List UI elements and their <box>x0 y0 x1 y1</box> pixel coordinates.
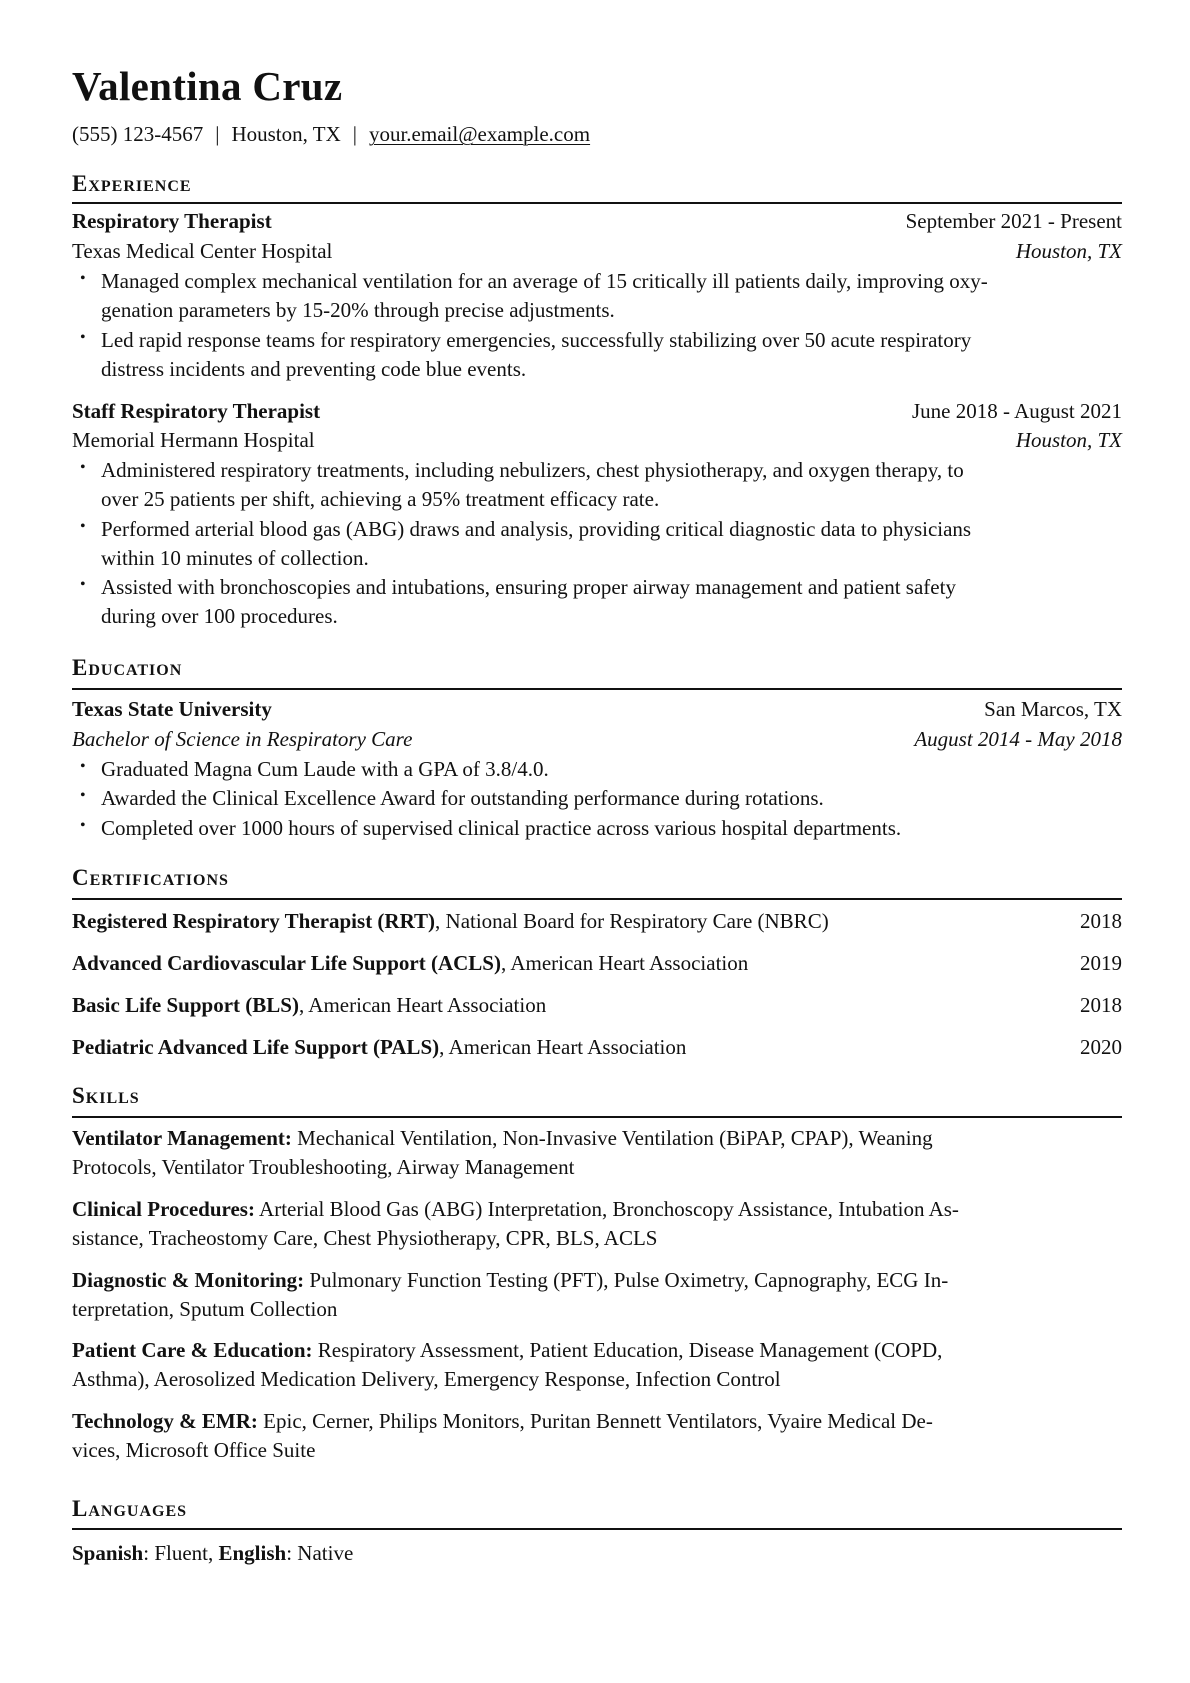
skill-label: Patient Care & Education: <box>72 1338 313 1362</box>
cert-issuer: , National Board for Respiratory Care (NBRC) <box>435 909 829 933</box>
school-name: Texas State University <box>72 697 272 721</box>
cert-year: 2018 <box>1080 993 1122 1017</box>
job-title: Respiratory Therapist <box>72 209 272 233</box>
education-dates: August 2014 - May 2018 <box>914 727 1122 751</box>
language-name: English <box>218 1541 287 1565</box>
cert-name: Registered Respiratory Therapist (RRT) <box>72 909 436 933</box>
job-subheader <box>72 241 1122 262</box>
certification-row <box>72 1037 1122 1058</box>
school-location: San Marcos, TX <box>984 697 1122 721</box>
section-title-languages: Languages <box>72 1496 188 1521</box>
bullet-icon: • <box>80 329 86 346</box>
email-link[interactable]: your.email@example.com <box>368 122 591 146</box>
contact-line <box>72 124 1122 145</box>
skill-group: Ventilator Management: Mechanical Ventilation, Non-Invasive Ventilation (BiPAP, CPAP), Weaning <box>72 1126 933 1150</box>
language-level: : Native <box>286 1541 354 1565</box>
languages-line <box>72 1543 1122 1564</box>
job-subheader <box>72 430 1122 451</box>
language-level: : Fluent, <box>143 1541 219 1565</box>
bullet-icon: • <box>80 518 86 535</box>
certification-row <box>72 995 1122 1016</box>
skill-group: Technology & EMR: Epic, Cerner, Philips Monitors, Puritan Bennett Ventilators, Vyaire Medical De- <box>72 1409 933 1433</box>
education-header <box>72 699 1122 720</box>
skill-group-continuation: terpretation, Sputum Collection <box>72 1297 338 1321</box>
section-divider <box>72 1528 1122 1530</box>
cert-year: 2019 <box>1080 951 1122 975</box>
job-header <box>72 211 1122 232</box>
cert-name: Pediatric Advanced Life Support (PALS) <box>72 1035 440 1059</box>
section-divider <box>72 1116 1122 1118</box>
separator: | <box>215 122 220 146</box>
bullet-icon: • <box>80 270 86 287</box>
section-title-experience: Experience <box>72 171 192 196</box>
cert-year: 2020 <box>1080 1035 1122 1059</box>
section-title-education: Education <box>72 655 183 680</box>
cert-issuer: , American Heart Association <box>298 993 547 1017</box>
bullet-icon: • <box>80 576 86 593</box>
skill-label: Ventilator Management: <box>72 1126 292 1150</box>
education-subheader <box>72 729 1122 750</box>
skill-group: Clinical Procedures: Arterial Blood Gas (ABG) Interpretation, Bronchoscopy Assistance, Intubation As- <box>72 1197 959 1221</box>
job-dates: June 2018 - August 2021 <box>912 399 1122 423</box>
job-title: Staff Respiratory Therapist <box>72 399 321 423</box>
bullet-icon: • <box>80 459 86 476</box>
job-dates: September 2021 - Present <box>905 209 1122 233</box>
skill-label: Technology & EMR: <box>72 1409 258 1433</box>
skill-group-continuation: Asthma), Aerosolized Medication Delivery, Emergency Response, Infection Control <box>72 1367 781 1391</box>
separator: | <box>352 122 357 146</box>
cert-name: Advanced Cardiovascular Life Support (ACLS) <box>72 951 501 975</box>
skill-label: Clinical Procedures: <box>72 1197 255 1221</box>
degree: Bachelor of Science in Respiratory Care <box>72 727 413 751</box>
skill-group: Diagnostic & Monitoring: Pulmonary Function Testing (PFT), Pulse Oximetry, Capnography, ECG In- <box>72 1268 949 1292</box>
cert-issuer: , American Heart Association <box>439 1035 687 1059</box>
certification-row <box>72 911 1122 932</box>
skill-group: Patient Care & Education: Respiratory Assessment, Patient Education, Disease Management (COPD, <box>72 1338 943 1362</box>
phone: (555) 123-4567 <box>72 122 204 146</box>
cert-issuer: , American Heart Association <box>500 951 749 975</box>
section-divider <box>72 688 1122 690</box>
cert-name: Basic Life Support (BLS) <box>72 993 299 1017</box>
section-title-skills: Skills <box>72 1083 140 1108</box>
bullet-icon: • <box>80 787 86 804</box>
bullet-icon: • <box>80 817 86 834</box>
job-company: Memorial Hermann Hospital <box>72 428 315 452</box>
skill-label: Diagnostic & Monitoring: <box>72 1268 305 1292</box>
job-location: Houston, TX <box>1015 428 1122 452</box>
skill-group-continuation: Protocols, Ventilator Troubleshooting, Airway Management <box>72 1155 575 1179</box>
skill-group-continuation: vices, Microsoft Office Suite <box>72 1438 316 1462</box>
job-location: Houston, TX <box>1015 239 1122 263</box>
job-company: Texas Medical Center Hospital <box>72 239 333 263</box>
section-divider <box>72 202 1122 204</box>
section-divider <box>72 898 1122 900</box>
skill-group-continuation: sistance, Tracheostomy Care, Chest Physiotherapy, CPR, BLS, ACLS <box>72 1226 658 1250</box>
cert-year: 2018 <box>1080 909 1122 933</box>
location: Houston, TX <box>231 122 341 146</box>
certification-row <box>72 953 1122 974</box>
language-name: Spanish <box>72 1541 144 1565</box>
section-title-certifications: Certifications <box>72 865 229 890</box>
bullet-icon: • <box>80 758 86 775</box>
candidate-name: Valentina Cruz <box>72 63 343 109</box>
job-header <box>72 401 1122 422</box>
